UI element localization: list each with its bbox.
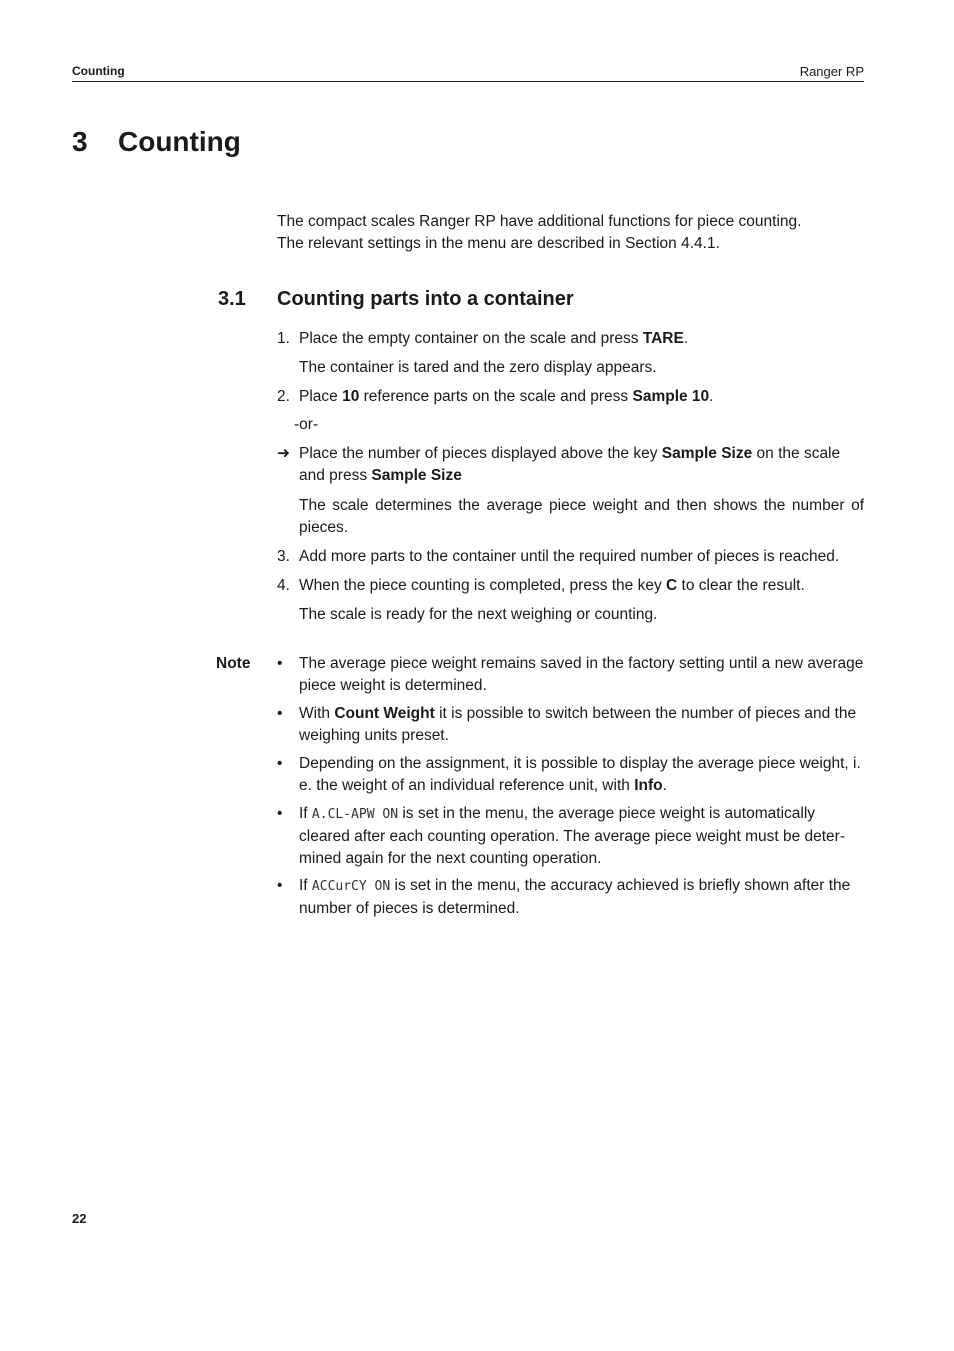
note-item-3 [299,753,864,797]
alternative-step-text [299,443,864,487]
apw-setting-code: A.CL-APW ON [311,807,399,822]
bullet-icon: • [277,877,283,894]
note-5-pre: If [299,877,312,894]
note-3-post: . [662,777,667,794]
intro-line-1: The compact scales Ranger RP have additional functions for piece counting. [277,213,802,230]
step-3-marker: 3. [277,548,290,565]
arrow-icon: ➜ [277,445,290,462]
c-key: C [666,577,678,594]
or-separator: -or- [294,416,319,433]
bullet-icon: • [277,705,283,722]
step-4-pre: When the piece counting is completed, press the key [299,577,667,594]
reference-count: 10 [342,388,360,405]
tare-key: TARE [642,330,684,347]
intro-line-2: The relevant settings in the menu are described in Section 4.4.1. [277,235,720,252]
note-4-pre: If [299,805,312,822]
step-1-post: . [683,330,689,347]
bullet-icon: • [277,805,283,822]
running-header-product: Ranger RP [799,64,864,79]
step-2-marker: 2. [277,388,290,405]
chapter-title: Counting [118,126,241,157]
note-item-2 [299,703,864,747]
count-weight-key: Count Weight [334,705,435,722]
step-4-result: The scale is ready for the next weighing or counting. [299,606,658,623]
step-4-post: to clear the result. [677,577,805,594]
note-item-4 [299,803,864,870]
note-item-1: The average piece weight remains saved in the factory setting until a new average piece weight is determined. [299,655,864,694]
info-key: Info [634,777,663,794]
note-item-5 [299,875,864,920]
note-4-post: is set in the menu, the average piece weight is automatically cleared after each counting operation. The average piece weight must be deter-mined again for the next counting operation. [299,805,845,867]
step-3-text: Add more parts to the container until the required number of pieces is reached. [299,548,840,565]
step-4-text [299,575,864,597]
note-3-pre: Depending on the assignment, it is possible to display the average piece weight, i. e. the weight of an individual reference unit, with [299,755,861,794]
chapter-heading [72,126,241,158]
intro-paragraph [277,211,864,255]
note-label: Note [216,655,251,672]
step-2-post: . [709,388,714,405]
chapter-number: 3 [72,126,88,157]
running-header-section: Counting [72,64,125,78]
step-1-text [299,328,864,350]
bullet-icon: • [277,655,283,672]
step-1-marker: 1. [277,330,290,347]
note-2-pre: With [299,705,335,722]
step-2-pre: Place [299,388,343,405]
step-1-pre: Place the empty container on the scale and press [299,330,643,347]
sample-size-key: Sample Size [661,445,753,462]
step-4-marker: 4. [277,577,290,594]
step-2-text [299,386,864,408]
alternative-result: The scale determines the average piece weight and then shows the number of pieces. [299,497,864,536]
step-1-result: The container is tared and the zero display appears. [299,359,657,376]
header-divider [72,81,864,82]
note-5-post: is set in the menu, the accuracy achieved is briefly shown after the number of pieces is determined. [299,877,851,917]
step-2-mid: reference parts on the scale and press [359,388,633,405]
accuracy-setting-code: ACCurCY ON [311,879,391,894]
note-2-post: it is possible to switch between the number of pieces and the weighing units preset. [299,705,857,744]
section-heading [218,288,574,311]
alt-mid: on the scale and press [299,445,841,484]
section-title: Counting parts into a container [277,288,574,310]
page-number: 22 [72,1211,87,1226]
bullet-icon: • [277,755,283,772]
alt-pre: Place the number of pieces displayed above the key [299,445,662,462]
sample-size-key-2: Sample Size [371,467,462,484]
sample-10-key: Sample 10 [632,388,710,405]
section-number: 3.1 [218,288,246,310]
